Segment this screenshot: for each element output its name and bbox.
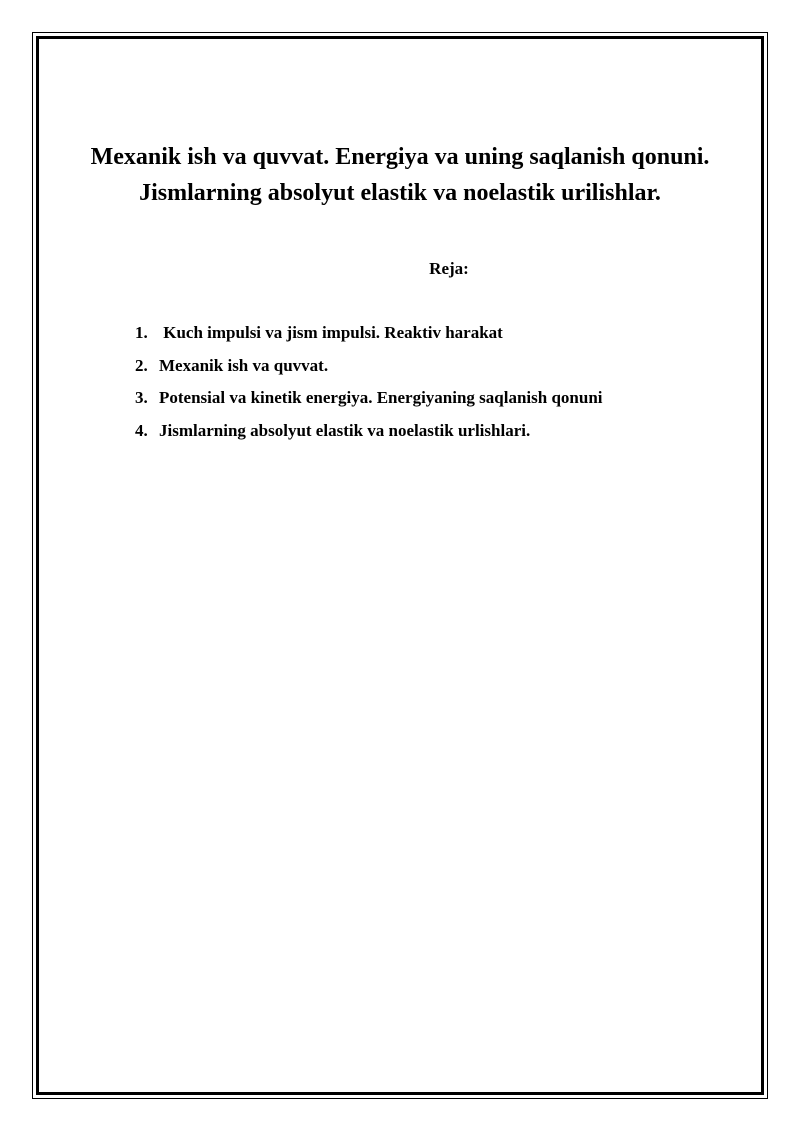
page-content	[39, 39, 761, 1092]
plan-item-number: 2.	[135, 355, 148, 375]
plan-item-4	[135, 419, 603, 452]
plan-item-text: Potensial va kinetik energiya. Energiyaning saqlanish qonuni	[159, 388, 603, 407]
document-title	[39, 139, 761, 211]
plan-item-3	[135, 386, 603, 419]
title-line-2: Jismlarning absolyut elastik va noelastik urilishlar.	[139, 180, 661, 206]
plan-item-text: Jismlarning absolyut elastik va noelastik urlishlari.	[159, 420, 531, 440]
plan-item-number: 4.	[135, 420, 148, 440]
plan-item-1	[135, 321, 603, 354]
plan-item-text: Mexanik ish va quvvat.	[159, 355, 329, 375]
plan-item-2	[135, 354, 603, 387]
plan-item-number: 1.	[135, 323, 148, 342]
plan-heading: Reja:	[429, 259, 469, 278]
plan-list	[135, 321, 603, 451]
title-line-1: Mexanik ish va quvvat. Energiya va uning saqlanish qonuni.	[90, 144, 710, 170]
plan-item-text: Kuch impulsi va jism impulsi. Reaktiv harakat	[159, 323, 503, 342]
plan-item-number: 3.	[135, 388, 148, 407]
